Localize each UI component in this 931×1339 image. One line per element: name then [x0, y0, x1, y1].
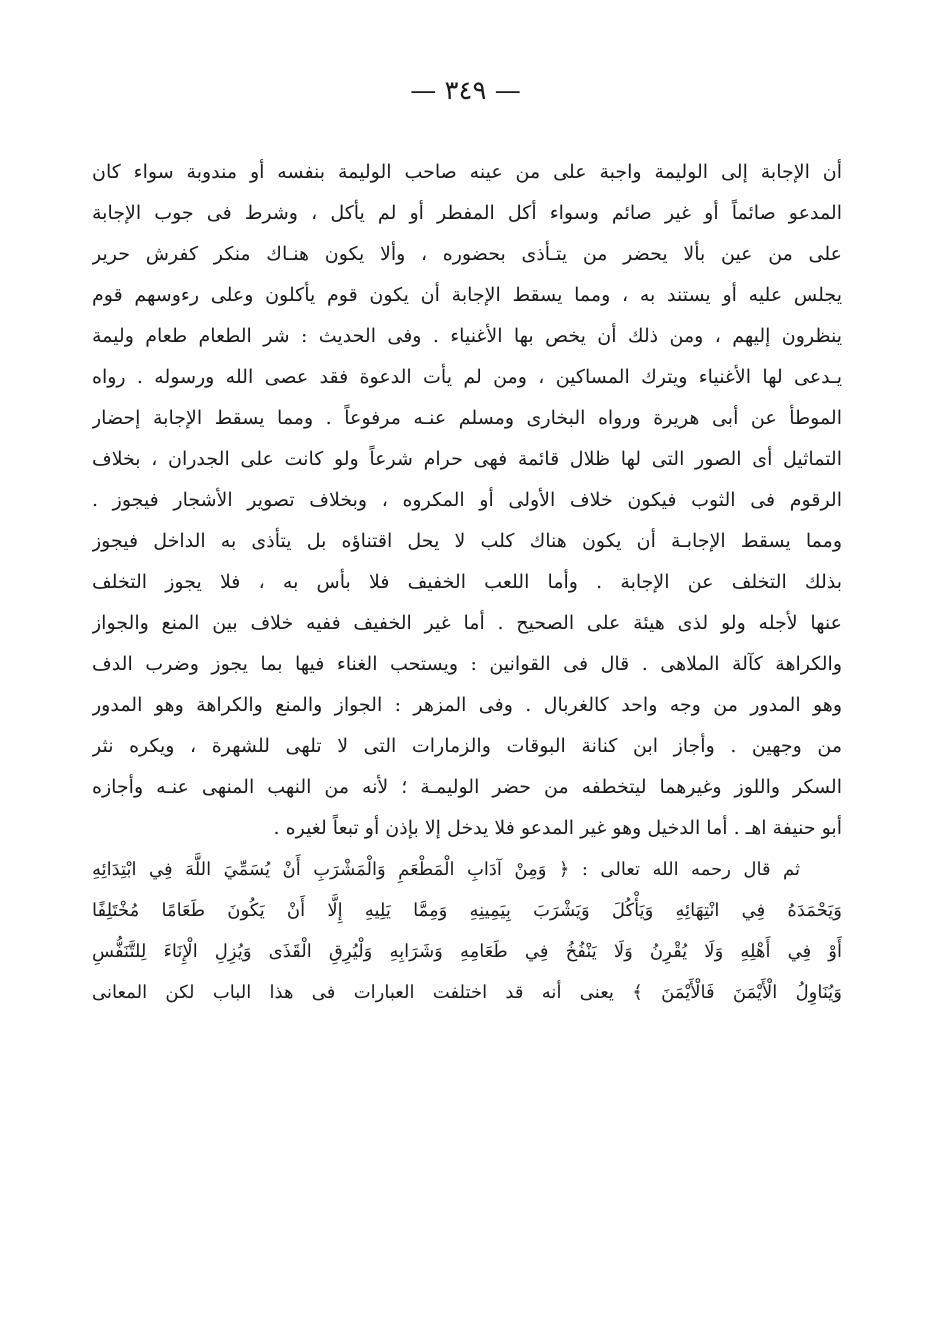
text-line: ينظرون إليهم ، ومن ذلك أن يخص بها الأغنياء . وفى الحديث : شر الطعام طعام وليمة [92, 325, 842, 347]
text-line: يـدعى لها الأغنياء ويترك المساكين ، ومن لم يأت الدعوة فقد عصى الله ورسوله . رواه [92, 366, 842, 388]
text-line: المدعو صائماً أو غير صائم وسواء أكل المفطر أو لم يأكل ، وشرط فى جوب الإجابة [92, 202, 842, 224]
text-line: الرقوم فى الثوب فيكون خلاف الأولى أو المكروه ، وبخلاف تصوير الأشجار فيجوز . [92, 489, 842, 511]
text-line: التماثيل أى الصور التى لها ظلال قائمة فهى حرام شرعاً ولو كانت على الجدران ، بخلاف [92, 448, 842, 470]
text-line: يجلس عليه أو يستند به ، ومما يسقط الإجابة أن يكون قوم يأكلون وعلى رءوسهم قوم [92, 284, 842, 306]
quoted-text-line: وَيُنَاوِلُ الْأَيْمَنَ فَالْأَيْمَنَ ﴾ يعنى أنه قد اختلفت العبارات فى هذا الباب لكن المعانى [92, 982, 842, 1003]
text-line: والكراهة كآلة الملاهى . قال فى القوانين : ويستحب الغناء فيها بما يجوز وضرب الدف [92, 653, 842, 675]
text-line: الموطأ عن أبى هريرة ورواه البخارى ومسلم عنـه مرفوعاً . ومما يسقط الإجابة إحضار [92, 407, 842, 429]
body-text [92, 152, 842, 1013]
text-line: السكر واللوز وغيرهما ليتخطفه من حضر الوليمـة ؛ لأنه من النهب المنهى عنـه وأجازه [92, 776, 842, 798]
text-line: أن الإجابة إلى الوليمة واجبة على من عينه صاحب الوليمة بنفسه أو مندوبة سواء كان [92, 161, 842, 183]
text-line: بذلك التخلف عن الإجابة . وأما اللعب الخفيف فلا بأس به ، فلا يجوز التخلف [92, 571, 842, 593]
quoted-text-line: وَيَحْمَدَهُ فِي انْتِهَائِهِ وَيَأْكُلَ وَيَشْرَبَ بِيَمِينِهِ وَمِمَّا يَلِيهِ إِلَّا أَنْ يَكُونَ طَعَامًا مُخْتَلِفًا [92, 900, 842, 921]
quoted-text-line: ثم قال رحمه الله تعالى : ﴿ وَمِنْ آدَابِ الْمَطْعَمِ وَالْمَشْرَبِ أَنْ يُسَمِّيَ اللَّهَ فِي ابْتِدَائِهِ [92, 859, 800, 880]
quoted-text-line: أَوْ فِي أَهْلِهِ وَلَا يُقْرِنُ وَلَا يَنْفُخُ فِي طَعَامِهِ وَشَرَابِهِ وَلْيُرِقِ الْقَذَى وَيُزِلِ الْإِنَاءَ لِلتَّنَفُّسِ [92, 941, 842, 962]
text-line: على من عين بألا يحضر من يتـأذى بحضوره ، وألا يكون هنـاك منكر كفرش حرير [92, 243, 842, 265]
text-line: عنها لأجله ولو لذى هيئة على الصحيح . أما غير الخفيف ففيه خلاف بين المنع والجواز [92, 612, 842, 634]
paragraph-end-line: أبو حنيفة اهـ . أما الدخيل وهو غير المدعو فلا يدخل إلا بإذن أو تبعاً لغيره . [273, 817, 842, 839]
page-number: — ٣٤٩ — [410, 76, 521, 106]
text-line: ومما يسقط الإجابـة أن يكون هناك كلب لا يحل اقتناؤه بل يتأذى به الداخل فيجوز [92, 530, 842, 552]
text-line: وهو المدور من وجه واحد كالغربال . وفى المزهر : الجواز والمنع والكراهة وهو المدور [92, 694, 842, 716]
text-line: من وجهين . وأجاز ابن كنانة البوقات والزمارات التى لا تلهى للشهرة ، ويكره نثر [92, 735, 842, 757]
